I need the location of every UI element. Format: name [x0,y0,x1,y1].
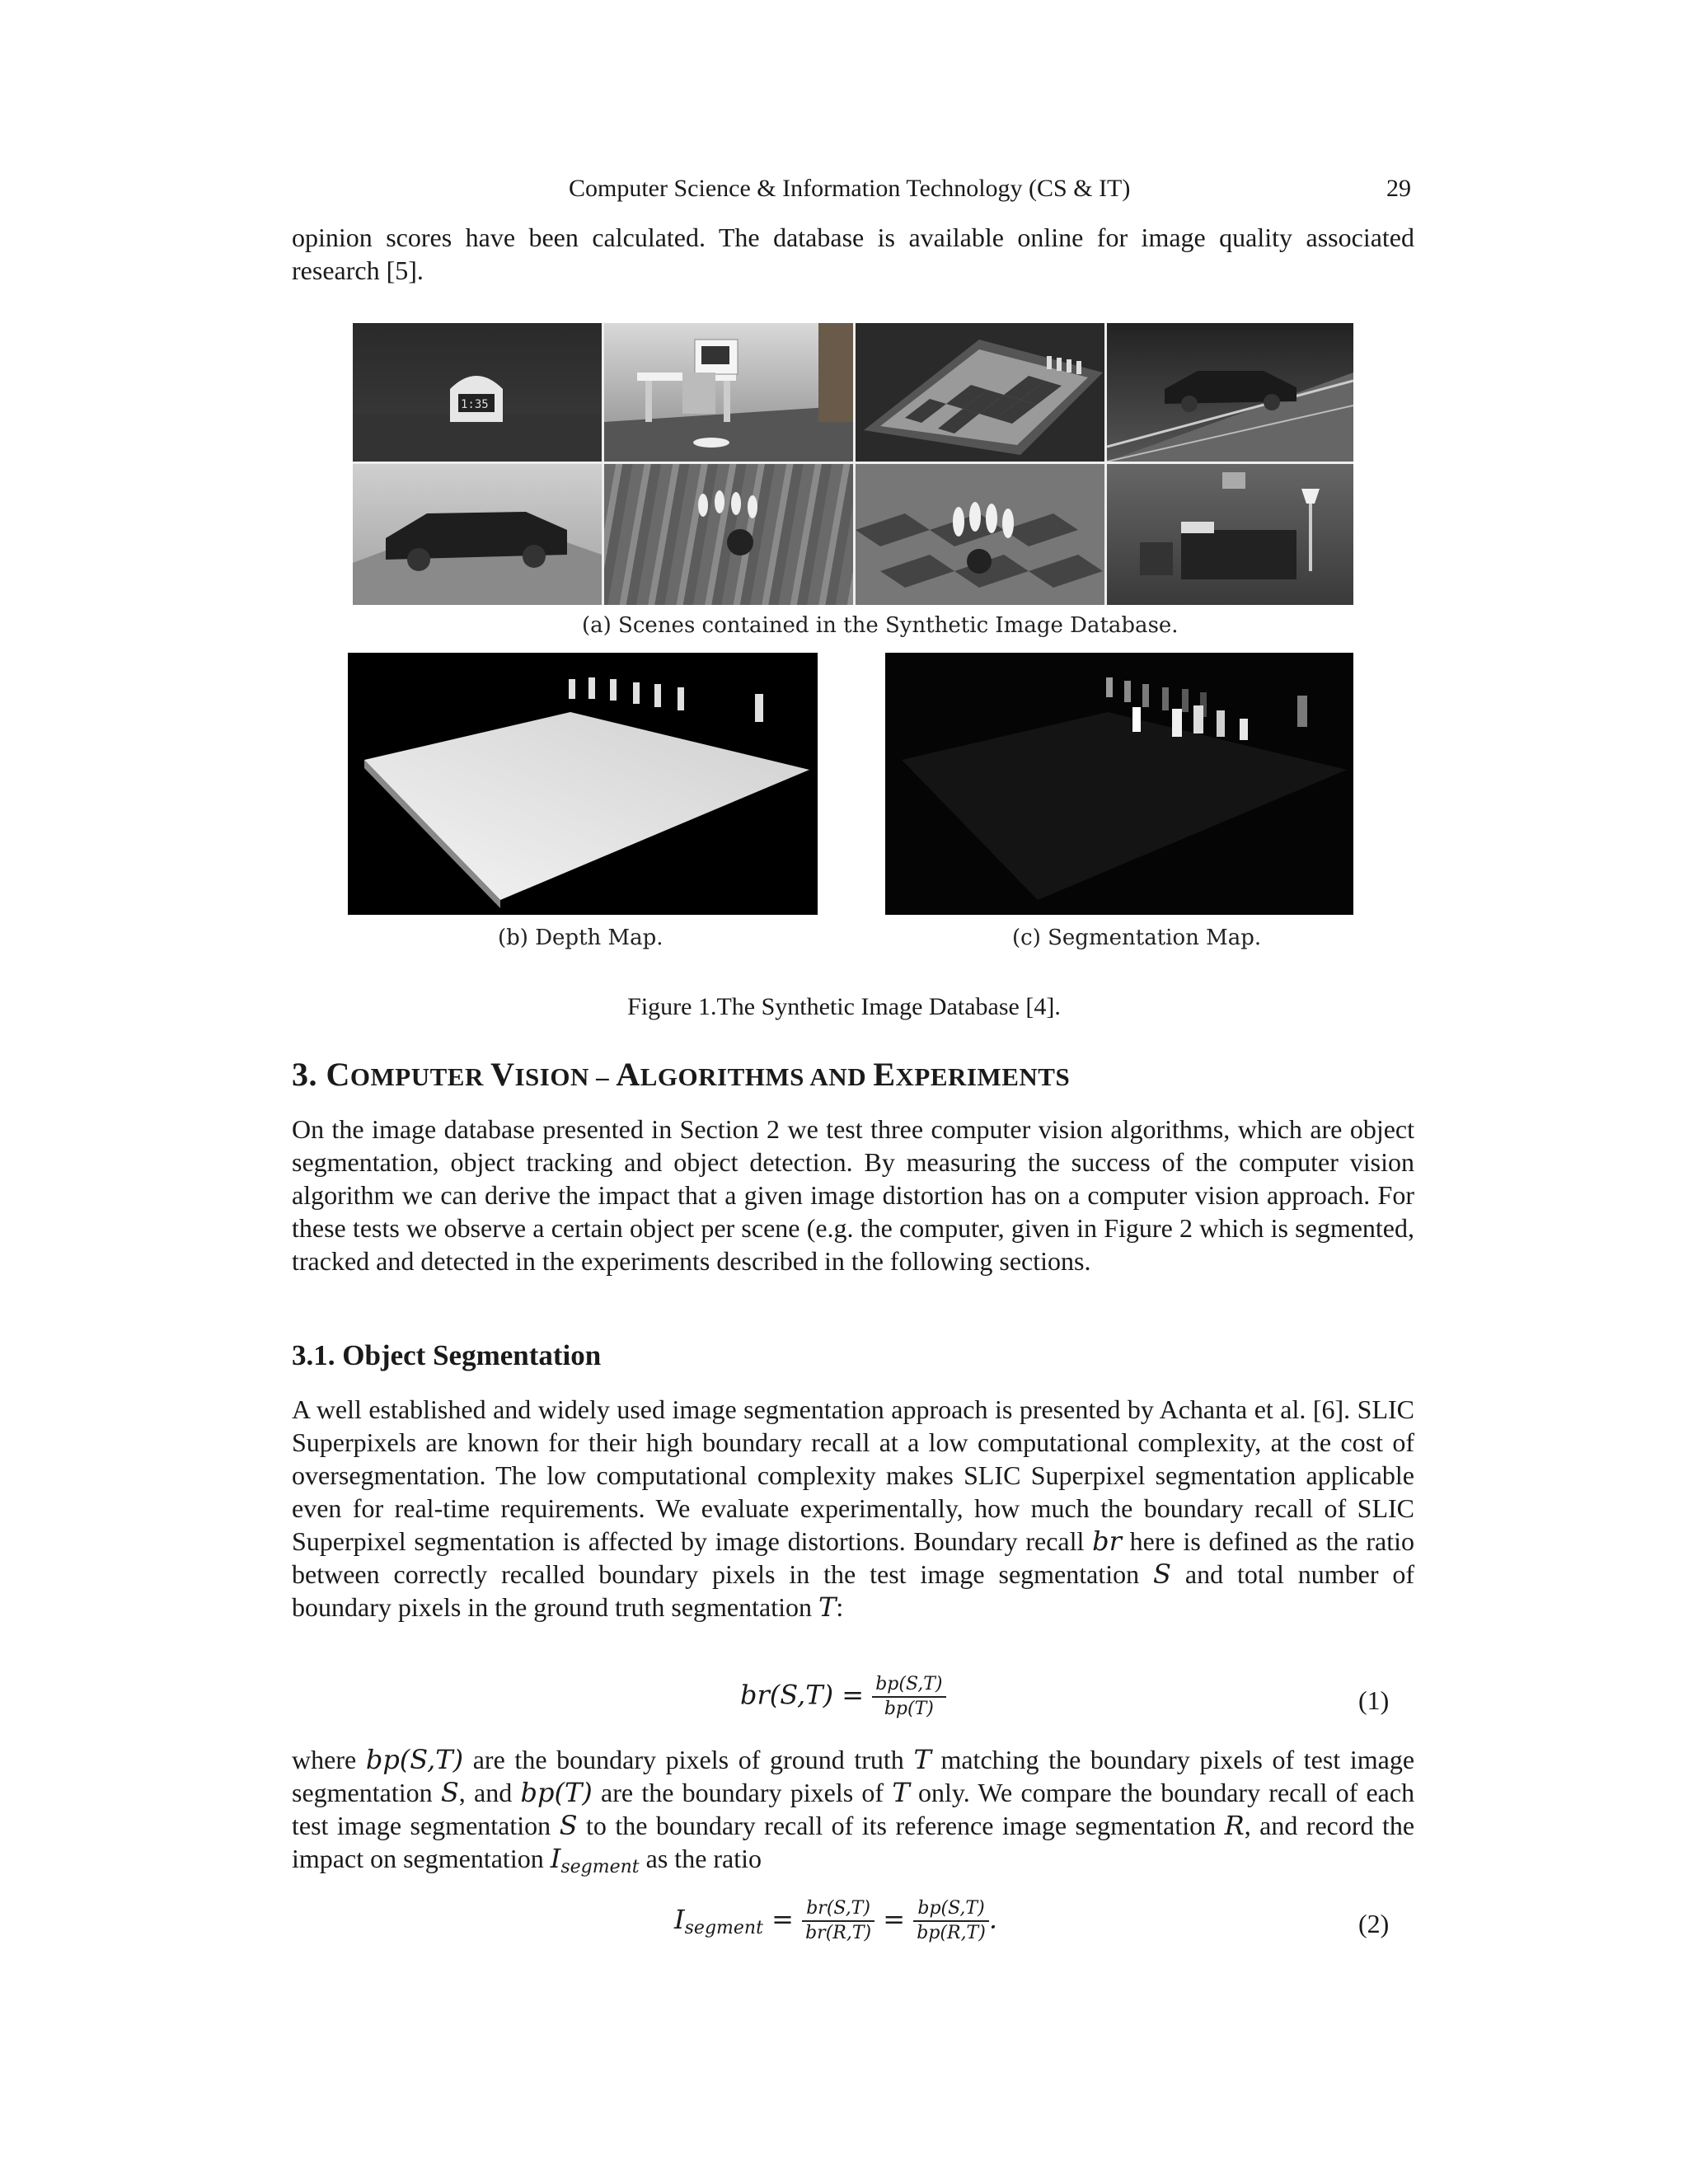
p1-end: : [836,1592,844,1622]
eq2-i: I [674,1903,685,1935]
p2-r: R [1224,1810,1245,1841]
equation-1-label: (1) [1358,1685,1390,1715]
subsection-3-1-paragraph-2 [292,1743,1414,1884]
eq2-period: . [988,1903,997,1935]
running-title: Computer Science & Information Technology (CS & IT) [569,175,1131,202]
eq2-equals-2: = [883,1903,906,1935]
p2-bp-t: bp(T) [520,1777,593,1808]
eq2-fraction-2 [913,1897,989,1945]
p1-s: S [1153,1558,1171,1590]
p1-mid2: and total number of boundary pixels in the ground truth segmentation [292,1559,1415,1622]
eq2-lhs [674,1903,763,1938]
p2-a: where [292,1745,357,1774]
p2-i-text: as the ratio [645,1844,762,1873]
p2-s: S [440,1777,459,1808]
eq2-numerator-1: br(S,T) [802,1897,874,1922]
svg-text:1:35: 1:35 [461,398,489,411]
scene-bowling-checker [856,464,1104,605]
figure-a-grid [353,323,1353,605]
p2-f: only. We compare the boundary recall of each test image segmentation [292,1778,1415,1840]
eq2-i-sub: segment [684,1917,763,1938]
subcaption-a: (a) Scenes contained in the Synthetic Image Database. [582,613,1179,638]
scene-chessboard [856,323,1104,462]
p2-bp-st: bp(S,T) [365,1744,464,1775]
section-3-title-c: C [326,1056,350,1093]
scene-car-floor [353,464,602,605]
section-3-title-v: V [490,1056,515,1093]
p2-b: are the boundary pixels of ground truth [472,1745,904,1774]
scene-desk-computer [604,323,853,462]
figure-c-segmentation-map [885,653,1353,915]
intro-text: opinion scores have been calculated. The database is available online for image quality associated research [5]. [292,223,1414,285]
subcaption-b: (b) Depth Map. [498,926,663,950]
eq2-numerator-2: bp(S,T) [913,1897,989,1922]
p2-i-sub: segment [560,1857,640,1877]
eq1-fraction [872,1673,945,1721]
p2-g: to the boundary recall of its reference image segmentation [585,1811,1217,1840]
eq2-denominator-2: bp(R,T) [917,1923,986,1943]
eq1-denominator: bp(T) [884,1699,934,1719]
p2-c: matching the boundary pixels of test image segmentation [292,1745,1415,1807]
p2-e: are the boundary pixels of [601,1778,884,1807]
subsection-3-1-heading: 3.1. Object Segmentation [292,1339,602,1371]
p1-t: T [818,1591,837,1623]
p2-s2: S [559,1810,578,1841]
section-3-title-lgorithms: LGORITHMS AND [640,1062,874,1091]
scene-car-road [1107,323,1353,462]
p2-t2: T [892,1777,910,1808]
section-3-text: On the image database presented in Section 2 we test three computer vision algorithms, which are object segmentation, object tracking and object detection. By measuring the success of the computer vision algorithm we can derive the impact that a given image distortion has on a computer vision approach. For these tests we observe a certain object per scene (e.g. the computer, given in Figure 2 which is segmented, tracked and detected in the experiments described in the following sections. [292,1114,1414,1276]
p2-h: , and record the impact on segmentation [292,1811,1415,1873]
p2-d: , and [458,1778,513,1807]
eq2-equals-1: = [771,1903,794,1935]
eq2-fraction-1 [802,1897,874,1945]
equation-2-label: (2) [1358,1909,1390,1938]
section-3-title-ision: ISION – [514,1062,617,1091]
p2-t: T [913,1744,931,1775]
p2-i-segment [550,1843,640,1877]
p1-text: A well established and widely used image segmentation approach is presented by Achanta et al. [6]. SLIC Superpixels are known for their high boundary recall at a low computational complexity, at the cost of oversegmentation. The low computational complexity makes SLIC Superpixel segmentation applicable even for real-time requirements. We evaluate experimentally, how much the boundary recall of SLIC Superpixel segmentation is affected by image distortions. Boundary recall [292,1394,1414,1556]
figure-caption: Figure 1.The Synthetic Image Database [4]. [627,993,1061,1020]
section-3-title-a: A [616,1056,640,1093]
section-3-title-omputer: OMPUTER [349,1062,491,1091]
equation-2 [674,1897,997,1945]
section-3-title-e: E [873,1056,896,1093]
p2-i: I [550,1843,561,1874]
intro-paragraph [292,221,1414,287]
eq1-numerator: bp(S,T) [872,1673,945,1698]
section-3-paragraph [292,1113,1414,1277]
figure-b-depth-map [348,653,818,915]
equation-1 [740,1673,946,1721]
scene-bedroom [1107,464,1353,605]
subcaption-c: (c) Segmentation Map. [1012,926,1262,950]
section-3-heading [292,1055,1070,1094]
scene-alarm-clock [353,323,602,462]
section-3-title-xperiments: XPERIMENTS [895,1062,1071,1091]
section-3-number: 3. [292,1056,317,1093]
p1-mid: here is defined as the ratio between correctly recalled boundary pixels in the test image segmentation [292,1526,1415,1589]
eq1-lhs: br(S,T) = [740,1679,865,1711]
p1-br: br [1092,1526,1122,1557]
subsection-3-1-paragraph-1 [292,1393,1414,1624]
eq2-denominator-1: br(R,T) [805,1923,872,1943]
page-number: 29 [1386,175,1411,202]
scene-bowling-wood [604,464,853,605]
